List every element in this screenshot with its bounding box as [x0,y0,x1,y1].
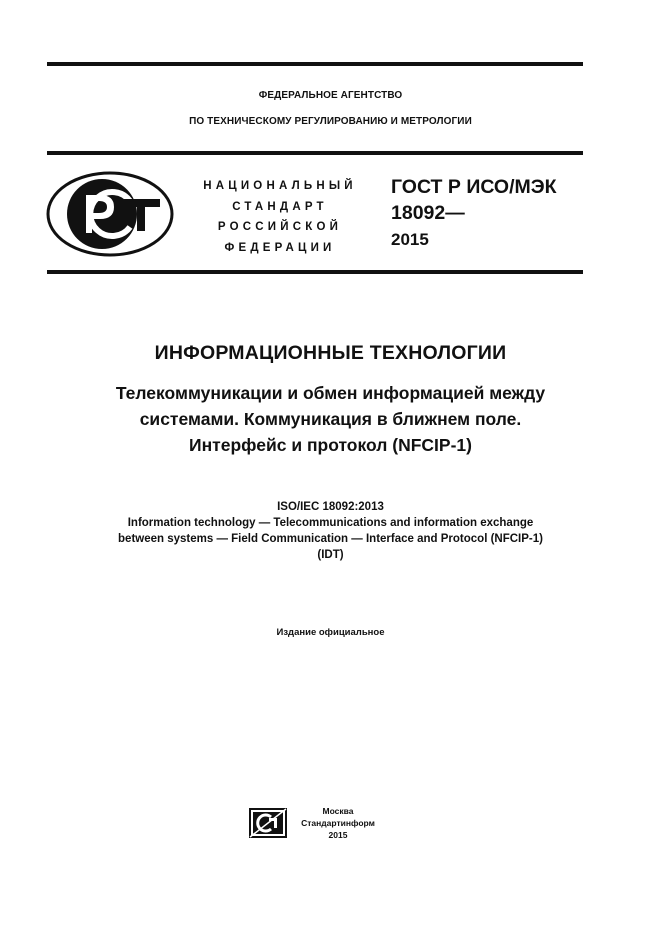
iso-code: ISO/IEC 18092:2013 [277,501,384,513]
subtitle-line-2: системами. Коммуникация в ближнем поле. [139,409,522,429]
iso-title-line-3: (IDT) [317,549,344,561]
document-subtitle [40,380,621,458]
middle-rule [47,151,583,155]
designation-line-2: 18092— [391,202,465,224]
publisher-name: Стандартинформ [301,818,375,828]
top-rule [47,62,583,66]
document-title: ИНФОРМАЦИОННЫЕ ТЕХНОЛОГИИ [154,342,507,364]
official-edition-note: Издание официальное [276,627,385,638]
iso-title-line-2: between systems — Field Communication — Interface and Protocol (NFCIP-1) [118,533,543,545]
iso-reference [40,499,621,563]
publisher-block [293,805,383,841]
publisher-year: 2015 [328,830,348,840]
rst-emblem-icon [46,171,174,257]
agency-line-1: ФЕДЕРАЛЬНОЕ АГЕНТСТВО [258,90,403,101]
national-standard-line-3: РОССИЙСКОЙ [217,221,343,233]
national-standard-line-2: СТАНДАРТ [232,200,328,213]
iso-title-line-1: Information technology — Telecommunications and information exchange [127,517,534,529]
standard-designation [391,174,557,253]
lower-rule [47,270,583,274]
subtitle-line-1: Телекоммуникации и обмен информацией между [115,383,546,403]
national-standard-line-4: ФЕДЕРАЦИИ [224,241,336,254]
national-standard-line-1: НАЦИОНАЛЬНЫЙ [203,180,357,192]
publisher-city: Москва [322,806,354,816]
designation-year: 2015 [391,230,429,249]
designation-line-1: ГОСТ Р ИСО/МЭК [391,176,557,198]
agency-line-2: ПО ТЕХНИЧЕСКОМУ РЕГУЛИРОВАНИЮ И МЕТРОЛОГИИ [189,116,472,127]
national-standard-block [190,176,370,258]
subtitle-line-3: Интерфейс и протокол (NFCIP-1) [189,435,472,455]
standartinform-logo-icon [249,808,287,838]
